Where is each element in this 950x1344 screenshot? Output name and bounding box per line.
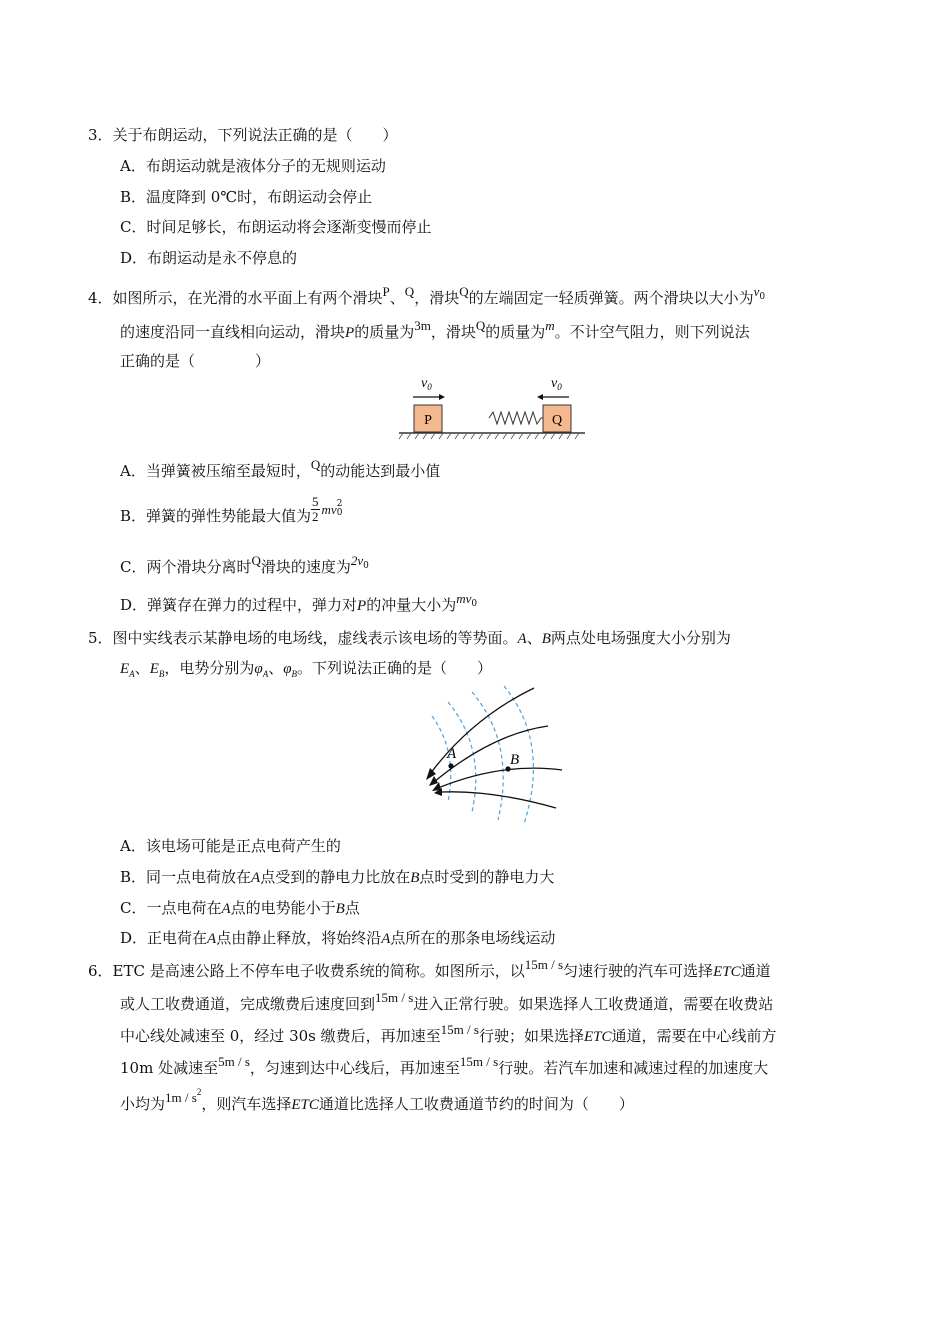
q4-stem-line-2: 的速度沿同一直线相向运动，滑块P的质量为3m，滑块Q的质量为m。不计空气阻力，则下列说法: [120, 318, 750, 341]
q4-stem-line-1: 4．如图所示，在光滑的水平面上有两个滑块P、Q，滑块Q的左端固定一轻质弹簧。两个滑块以大小为$v^0$: [88, 284, 766, 307]
q5-option-a: A．该电场可能是正点电荷产生的: [120, 837, 341, 855]
q5-option-c: C．一点电荷在A点的电势能小于B点: [120, 899, 360, 917]
q6-stem-line-5: 小均为$1m / s^2$，则汽车选择ETC通道比选择人工收费通道节约的时间为（ ）: [120, 1087, 634, 1113]
q5-stem-line-1: 5．图中实线表示某静电场的电场线，虚线表示该电场的等势面。A、B两点处电场强度大小分别为: [88, 629, 731, 647]
q5-label-b: B: [510, 752, 520, 768]
q5-label-a: A: [447, 746, 457, 762]
q6-stem-line-3: 中心线处减速至 0，经过 30s 缴费后，再加速至15m / s行驶；如果选择ETC通道，需要在中心线前方: [120, 1022, 777, 1045]
q3-option-a: A．布朗运动就是液体分子的无规则运动: [120, 157, 386, 175]
q4-fig-block-q-label: Q: [551, 413, 563, 428]
q5-stem-line-2: $E_A$、$E_B$，电势分别为$\varphi_A$、$\varphi_B$。下列说法正确的是（ ）: [120, 659, 493, 679]
q5-option-d: D．正电荷在A点由静止释放，将始终沿A点所在的那条电场线运动: [120, 929, 556, 947]
q4-option-b: B．弹簧的弹性势能最大值为 $\frac{5}{2}$ mv 2 0: [120, 493, 343, 525]
q4-sliders-figure: [395, 372, 590, 444]
q4-option-c: C．两个滑块分离时Q滑块的速度为$2v^0$: [120, 553, 369, 576]
q4-fig-block-p-label: P: [424, 413, 432, 428]
q5-option-b: B．同一点电荷放在A点受到的静电力比放在B点时受到的静电力大: [120, 868, 555, 886]
q4-option-a: A．当弹簧被压缩至最短时，Q的动能达到最小值: [120, 457, 441, 480]
q4-fig-v0-left: $v_0$: [421, 376, 432, 392]
q4-stem-line-3: 正确的是（ ）: [120, 352, 271, 370]
q4-option-d: D．弹簧存在弹力的过程中，弹力对P的冲量大小为$mv^0$: [120, 591, 478, 614]
q5-field-lines-figure: [412, 682, 572, 828]
q6-stem-line-1: 6．ETC 是高速公路上不停车电子收费系统的简称。如图所示，以15m / s匀速行驶的汽车可选择ETC通道: [88, 957, 771, 980]
q3-option-c: C．时间足够长，布朗运动将会逐渐变慢而停止: [120, 218, 432, 236]
q5-point-a: [448, 763, 453, 768]
q5-field-arrowheads: [426, 768, 442, 796]
q3-option-b: B．温度降到 0℃时，布朗运动会停止: [120, 188, 373, 206]
q4-fig-spring: [489, 412, 543, 424]
q4-fig-v0-right: $v_0$: [551, 376, 562, 392]
q6-stem-line-4: 10m 处减速至5m / s，匀速到达中心线后，再加速至15m / s行驶。若汽车加速和减速过程的加速度大: [120, 1054, 769, 1077]
q3-stem: 3．关于布朗运动，下列说法正确的是（ ）: [88, 126, 398, 144]
q4-fig-ground-hatch: [399, 433, 579, 439]
q3-option-d: D．布朗运动是永不停息的: [120, 249, 298, 267]
q6-stem-line-2: 或人工收费通道，完成缴费后速度回到15m / s进入正常行驶。如果选择人工收费通道，需要在收费站: [120, 990, 774, 1013]
